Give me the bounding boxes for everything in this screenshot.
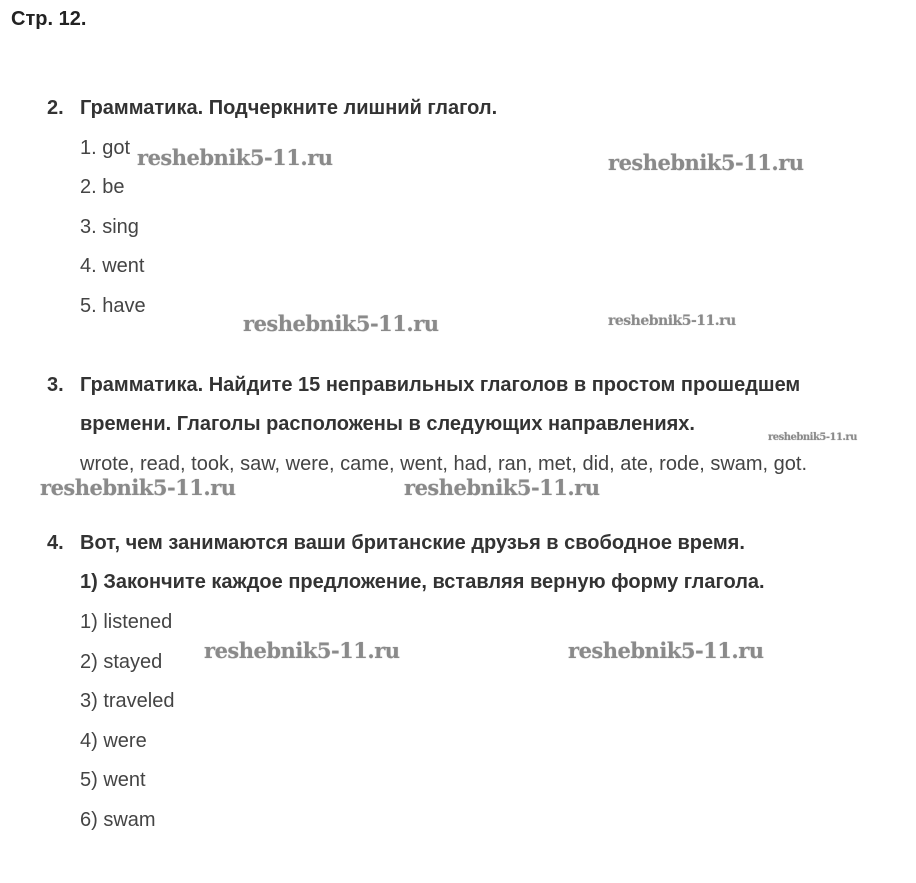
task-4-item-1: 1) listened [80, 611, 173, 633]
task-3-answer: wrote, read, took, saw, were, came, went, had, ran, met, did, ate, rode, swam, got. [80, 453, 808, 475]
task-2-item-3: 3. sing [80, 216, 139, 238]
task-4-item-4: 4) were [80, 730, 147, 752]
watermark: reshebnik5-11.ru [608, 150, 804, 175]
task-2-item-4: 4. went [80, 255, 145, 277]
watermark: reshebnik5-11.ru [404, 475, 600, 500]
task-4-item-3: 3) traveled [80, 690, 175, 712]
task-2-number: 2. [47, 97, 64, 119]
task-2-item-1: 1. got [80, 137, 131, 159]
task-2-item-5: 5. have [80, 295, 146, 317]
watermark: reshebnik5-11.ru [204, 638, 400, 663]
watermark: reshebnik5-11.ru [768, 432, 857, 443]
watermark: reshebnik5-11.ru [137, 145, 333, 170]
task-4-item-2: 2) stayed [80, 651, 163, 673]
task-2-title: Грамматика. Подчеркните лишний глагол. [80, 97, 498, 119]
task-3-number: 3. [47, 374, 64, 396]
task-4-item-6: 6) swam [80, 809, 156, 831]
watermark: reshebnik5-11.ru [608, 313, 736, 329]
page-number-label: Стр. 12. [11, 8, 87, 30]
watermark: reshebnik5-11.ru [40, 475, 236, 500]
task-4-title: Вот, чем занимаются ваши британские друзья в свободное время. [80, 532, 745, 554]
task-4-number: 4. [47, 532, 64, 554]
task-4-item-5: 5) went [80, 769, 146, 791]
task-4-subtitle: 1) Закончите каждое предложение, вставляя верную форму глагола. [80, 571, 765, 593]
task-3-title-line-2: времени. Глаголы расположены в следующих направлениях. [80, 413, 695, 435]
task-2-item-2: 2. be [80, 176, 125, 198]
watermark: reshebnik5-11.ru [243, 311, 439, 336]
task-3-title-line-1: Грамматика. Найдите 15 неправильных глаголов в простом прошедшем [80, 374, 801, 396]
watermark: reshebnik5-11.ru [568, 638, 764, 663]
